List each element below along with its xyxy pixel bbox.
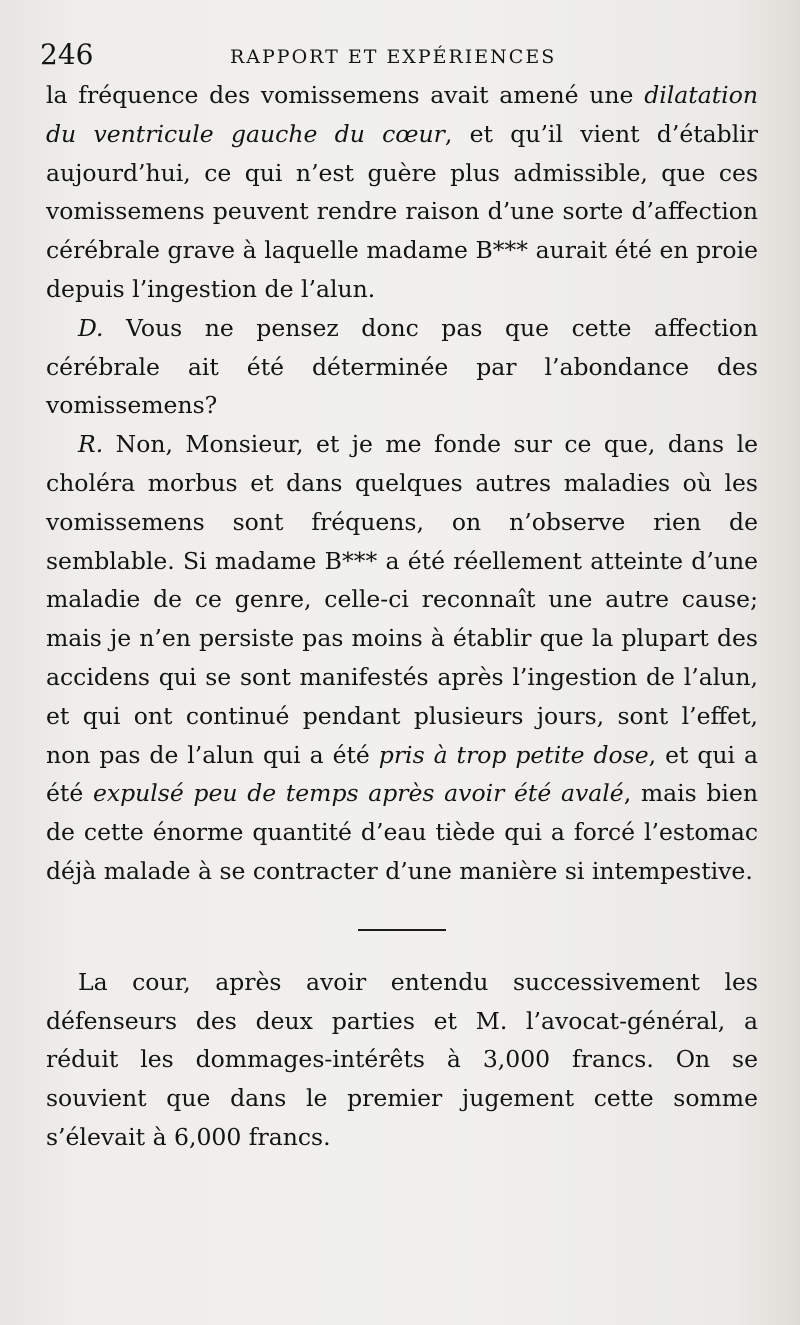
running-title: RAPPORT ET EXPÉRIENCES [230,46,557,68]
answer-italic-b: expulsé peu de temps après avoir été avalé [92,779,624,808]
body-text [46,76,758,1157]
paragraph-1-text-a: la fréquence des vomissemens avait amené une [46,81,645,109]
answer-text-a: Non, Monsieur, et je me fonde sur ce que, dans le choléra morbus et dans quelques autres maladies où les vomissemens sont fréquens, on n’observe rien de semblable. Si madame B*** a été réellement atteinte d’une maladie de ce genre, celle-ci reconnaît une autre cause; mais je n’en persiste pas moins à établir que la plupart des accidens qui se sont manifestés après l’ingestion de l’alun, et qui ont continué pendant plusieurs jours, sont l’effet, non pas de l’alun qui a été [46,430,758,769]
paragraph-1-italic: dilatation du ventricule gauche du cœur [46,81,758,148]
closing-paragraph: La cour, après avoir entendu successivement les défenseurs des deux parties et M. l’avocat-général, a réduit les dommages-intérêts à 3,000 francs. On se souvient que dans le premier jugement cette somme s’élevait à 6,000 francs. [46,967,758,1151]
speaker-d: D. [78,313,104,342]
answer-text-c: , mais bien de cette énorme quantité d’eau tiède qui a forcé l’estomac déjà malade à se contracter d’une manière si intempestive. [46,779,758,885]
answer-text-b: , et qui a été [46,740,759,808]
speaker-r: R. [78,430,104,459]
paragraph-continuation [46,76,758,309]
question-text: Vous ne pensez donc pas que cette affection cérébrale ait été déterminée par l’abondance des vomissemens? [46,313,758,420]
answer-italic-a: pris à trop petite dose [378,740,649,769]
question-paragraph [46,309,758,425]
section-divider [358,929,446,931]
paragraph-1-text-b: , et qu’il vient d’établir aujourd’hui, ce qui n’est guère plus admissible, que ces vomissemens peuvent rendre raison d’une sorte d’affection cérébrale grave à laquelle madame B*** aurait été en proie depuis l’ingestion de l’alun. [46,119,758,303]
answer-paragraph [46,425,758,891]
running-head [40,38,760,78]
page-number: 246 [40,38,94,71]
